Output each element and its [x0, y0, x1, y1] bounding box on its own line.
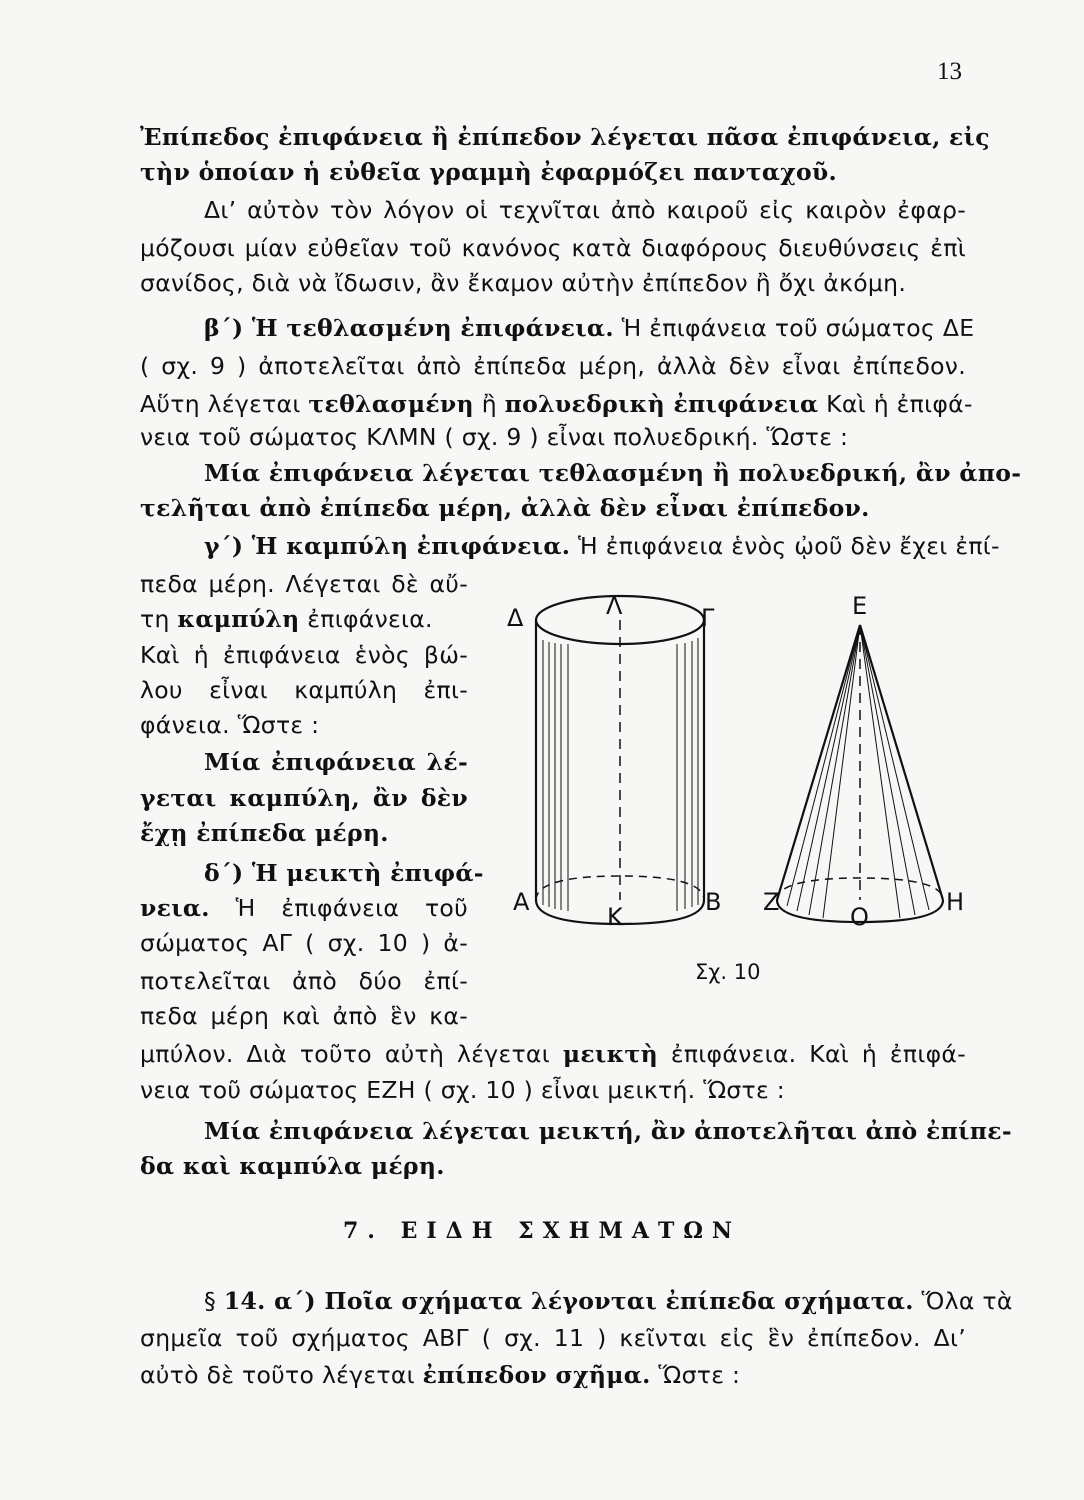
section-heading: 7. ΕΙΔΗ ΣΧΗΜΑΤΩΝ	[342, 1218, 742, 1244]
text-run: Καὶ ἡ ἐπιφά-	[818, 390, 973, 418]
bold-run: δ΄) Ἡ μεικτὴ ἐπιφά-	[204, 859, 484, 887]
label-kappa: Κ	[607, 903, 623, 931]
label-gamma: Γ	[701, 604, 715, 632]
text-line	[140, 1361, 966, 1389]
cylinder-drawing	[536, 596, 704, 924]
text-run: τη	[140, 605, 178, 633]
text-run: ἐπιφάνεια.	[299, 605, 433, 633]
page-number: 13	[937, 58, 962, 85]
text-line	[140, 423, 966, 451]
text-line	[140, 196, 966, 224]
bold-run: ἔχῃ ἐπίπεδα μέρη.	[140, 819, 389, 847]
text-run: λου εἶναι καμπύλη ἐπι-	[140, 676, 468, 704]
text-line	[140, 234, 966, 262]
text-run: ποτελεῖται ἀπὸ δύο ἐπί-	[140, 967, 468, 995]
text-run: μόζουσι μίαν εὐθεῖαν τοῦ κανόνος κατὰ διαφόρους διευθύνσεις ἐπὶ	[140, 234, 966, 262]
text-run: πεδα μέρη. Λέγεται δὲ αὔ-	[140, 570, 468, 598]
text-line	[140, 494, 966, 522]
bold-run: 14. α΄) Ποῖα σχήματα λέγονται ἐπίπεδα σχήματα.	[223, 1287, 914, 1315]
text-run: σημεῖα τοῦ σχήματος ΑΒΓ ( σχ. 11 ) κεῖνται εἰς ἓν ἐπίπεδον. Δι’	[140, 1324, 966, 1352]
bold-run: πολυεδρικὴ ἐπιφάνεια	[504, 390, 819, 418]
text-line	[140, 859, 484, 887]
text-run: Αὕτη λέγεται	[140, 390, 309, 418]
text-run: Ἡ ἐπιφάνεια τοῦ σώματος ΔΕ	[613, 314, 975, 342]
text-line	[140, 784, 468, 812]
label-delta: Δ	[507, 604, 524, 632]
text-line	[140, 1117, 1012, 1145]
text-run: Ἡ ἐπιφάνεια τοῦ	[209, 894, 468, 922]
label-zeta: Ζ	[763, 888, 780, 916]
text-line	[140, 605, 468, 633]
text-line	[140, 123, 990, 151]
label-eta: Η	[946, 888, 965, 916]
text-line	[140, 894, 468, 922]
text-line	[140, 711, 468, 739]
text-line	[140, 1076, 966, 1104]
bold-run: γεται καμπύλη, ἂν δὲν	[140, 784, 468, 812]
bold-run: γ΄) Ἡ καμπύλη ἐπιφάνεια.	[204, 532, 571, 560]
figure-caption: Σχ. 10	[695, 960, 761, 984]
text-line	[140, 1152, 966, 1180]
text-run: Δι’ αὐτὸν τὸν λόγον οἱ τεχνῖται ἀπὸ καιροῦ εἰς καιρὸν ἐφαρ-	[204, 196, 966, 224]
bold-run: τὴν ὁποίαν ἡ εὐθεῖα γραμμὴ ἐφαρμόζει πανταχοῦ.	[140, 158, 838, 186]
text-line	[140, 570, 468, 598]
text-line	[140, 459, 1022, 487]
text-line	[140, 532, 1000, 560]
text-run: ἢ	[473, 390, 505, 418]
text-line	[140, 819, 468, 847]
text-run: σανίδος, διὰ νὰ ἴδωσιν, ἂν ἔκαμον αὐτὴν ἐπίπεδον ἢ ὄχι ἀκόμη.	[140, 269, 907, 297]
text-line	[140, 1002, 468, 1030]
label-beta: Β	[705, 888, 722, 916]
bold-run: τεθλασμένη	[308, 390, 474, 418]
bold-run: καμπύλη	[177, 605, 300, 633]
bold-run: Μία ἐπιφάνεια λέγεται μεικτή, ἂν ἀποτελῆται ἀπὸ ἐπίπε-	[204, 1117, 1012, 1145]
text-run: φάνεια. Ὥστε :	[140, 711, 320, 739]
text-run: αὐτὸ δὲ τοῦτο λέγεται	[140, 1361, 423, 1389]
bold-run: ἐπίπεδον σχῆμα.	[422, 1361, 651, 1389]
bold-run: Μία ἐπιφάνεια λέ-	[204, 748, 468, 776]
text-line	[140, 641, 468, 669]
bold-run: Μία ἐπιφάνεια λέγεται τεθλασμένη ἢ πολυεδρική, ἂν ἀπο-	[204, 459, 1022, 487]
text-run: Ὅλα τὰ	[913, 1287, 1013, 1315]
cone-drawing	[777, 625, 943, 922]
text-line	[140, 390, 973, 418]
text-line	[140, 158, 966, 186]
figure-10	[505, 580, 975, 931]
text-line	[140, 1040, 966, 1068]
bold-run: β΄) Ἡ τεθλασμένη ἐπιφάνεια.	[204, 314, 614, 342]
text-run: ἐπιφάνεια. Καὶ ἡ ἐπιφά-	[657, 1040, 966, 1068]
text-run: §	[204, 1287, 224, 1315]
text-line	[140, 929, 468, 957]
label-lambda: Λ	[606, 592, 623, 620]
text-line	[140, 1287, 1013, 1315]
text-line	[140, 314, 975, 342]
text-line	[140, 352, 966, 380]
bold-run: δα καὶ καμπύλα μέρη.	[140, 1152, 445, 1180]
bold-run: νεια.	[140, 894, 210, 922]
text-run: σώματος ΑΓ ( σχ. 10 ) ἀ-	[140, 929, 468, 957]
text-line	[140, 748, 468, 776]
text-line	[140, 1324, 966, 1352]
label-epsilon: Ε	[852, 592, 868, 620]
text-line	[140, 269, 966, 297]
bold-run: Ἐπίπεδος ἐπιφάνεια ἢ ἐπίπεδον λέγεται πᾶσα ἐπιφάνεια, εἰς	[140, 123, 990, 151]
bold-run: τελῆται ἀπὸ ἐπίπεδα μέρη, ἀλλὰ δὲν εἶναι ἐπίπεδον.	[140, 494, 870, 522]
text-run: νεια τοῦ σώματος ΚΛΜΝ ( σχ. 9 ) εἶναι πολυεδρική. Ὥστε :	[140, 423, 849, 451]
text-run: ( σχ. 9 ) ἀποτελεῖται ἀπὸ ἐπίπεδα μέρη, ἀλλὰ δὲν εἶναι ἐπίπεδον.	[140, 352, 966, 380]
text-line	[140, 676, 468, 704]
text-run: Καὶ ἡ ἐπιφάνεια ἑνὸς βώ-	[140, 641, 468, 669]
bold-run: μεικτὴ	[562, 1040, 658, 1068]
text-run: πεδα μέρη καὶ ἀπὸ ἓν κα-	[140, 1002, 468, 1030]
label-alpha: Α	[513, 888, 530, 916]
text-run: Ἡ ἐπιφάνεια ἑνὸς ᾠοῦ δὲν ἔχει ἐπί-	[570, 532, 1000, 560]
label-omicron: Ο	[850, 903, 869, 931]
text-run: νεια τοῦ σώματος ΕΖΗ ( σχ. 10 ) εἶναι μεικτή. Ὥστε :	[140, 1076, 785, 1104]
text-run: μπύλον. Διὰ τοῦτο αὐτὴ λέγεται	[140, 1040, 563, 1068]
text-run: Ὥστε :	[650, 1361, 741, 1389]
text-line	[140, 967, 468, 995]
